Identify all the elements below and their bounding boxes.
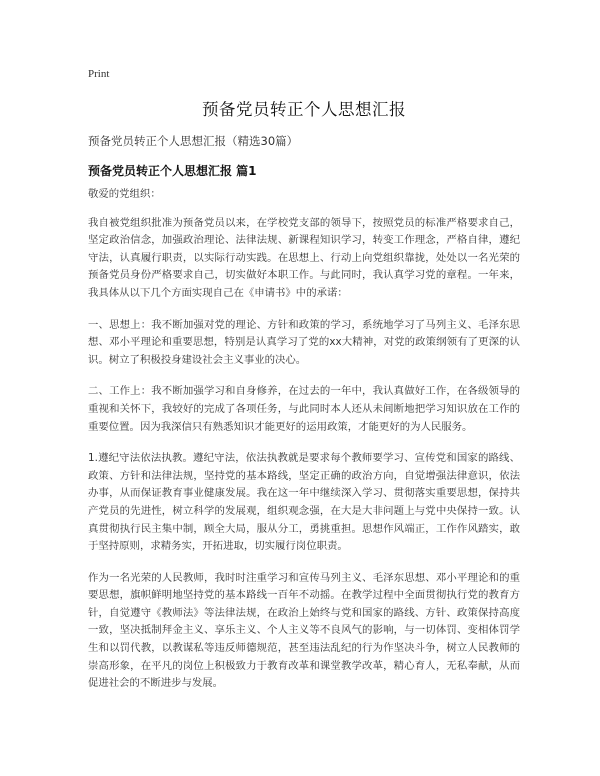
body-paragraph-teacher: 作为一名光荣的人民教师，我时时注重学习和宣传马列主义、毛泽东思想、邓小平理论和的重要思想，旗帜鲜明地坚持党的基本路线一百年不动摇。在教学过程中全面贯彻执行党的教育方针，自觉遵守《教师法》等法律法规，在政治上始终与党和国家的路线、方针、政策保持高度一致，坚决抵制拜金主义、享乐主义、个人主义等不良风气的影响，与一切体罚、变相体罚学生和以罚代教，以教谋私等违反师德规范，甚至违法乱纪的行为作坚决斗争，树立人民教师的崇高形象，在平凡的岗位上积极致力于教育改革和课堂教学改革，精心育人，无私奉献，从而促进社会的不断进步与发展。 (88, 571, 520, 690)
document-subtitle: 预备党员转正个人思想汇报（精选30篇） (88, 134, 299, 148)
body-paragraph-work: 二、工作上：我不断加强学习和自身修养，在过去的一年中，我认真做好工作，在各级领导的重视和关怀下，我较好的完成了各项任务，与此同时本人还从未间断地把学习知识放在工作的重要位置。因为我深信只有熟悉知识才能更好的运用政策，才能更好的为人民服务。 (88, 385, 520, 433)
print-label: Print (88, 68, 110, 80)
body-paragraph-intro: 我自被党组织批准为预备党员以来，在学校党支部的领导下，按照党员的标准严格要求自己，坚定政治信念，加强政治理论、法律法规、新课程知识学习，转变工作理念，严格自律，遵纪守法，认真履行职责，以实际行动实践。在思想上、行动上向党组织靠拢，处处以一名光荣的预备党员身份严格要求自己，切实做好本职工作。与此同时，我认真学习党的章程。一年来，我具体从以下几个方面实现自己在《申请书》中的承诺： (88, 216, 520, 299)
document-body (88, 186, 520, 707)
document-title: 预备党员转正个人思想汇报 (202, 100, 406, 119)
body-paragraph-law: 1.遵纪守法依法执教。遵纪守法，依法执教就是要求每个教师要学习、宣传党和国家的路线、政策、方针和法律法规，坚持党的基本路线，坚定正确的政治方向，自觉增强法律意识，依法办事，从而保证教育事业健康发展。我在这一年中继续深入学习、贯彻落实重要思想，保持共产党员的先进性，树立科学的发展观，组织观念强，在大是大非问题上与党中央保持一致。认真贯彻执行民主集中制，顾全大局，服从分工，勇挑重担。思想作风端正，工作作风踏实，敢于坚持原则，求精务实，开拓进取，切实履行岗位职责。 (88, 452, 520, 553)
body-paragraph-thought: 一、思想上：我不断加强对党的理论、方针和政策的学习，系统地学习了马列主义、毛泽东思想、邓小平理论和重要思想，特别是认真学习了党的xx大精神，对党的政策纲领有了更深的认识。树立了积极投身建设社会主义事业的决心。 (88, 318, 520, 366)
greeting-paragraph: 敬爱的党组织： (88, 188, 161, 200)
section-title: 预备党员转正个人思想汇报 篇1 (88, 164, 257, 178)
